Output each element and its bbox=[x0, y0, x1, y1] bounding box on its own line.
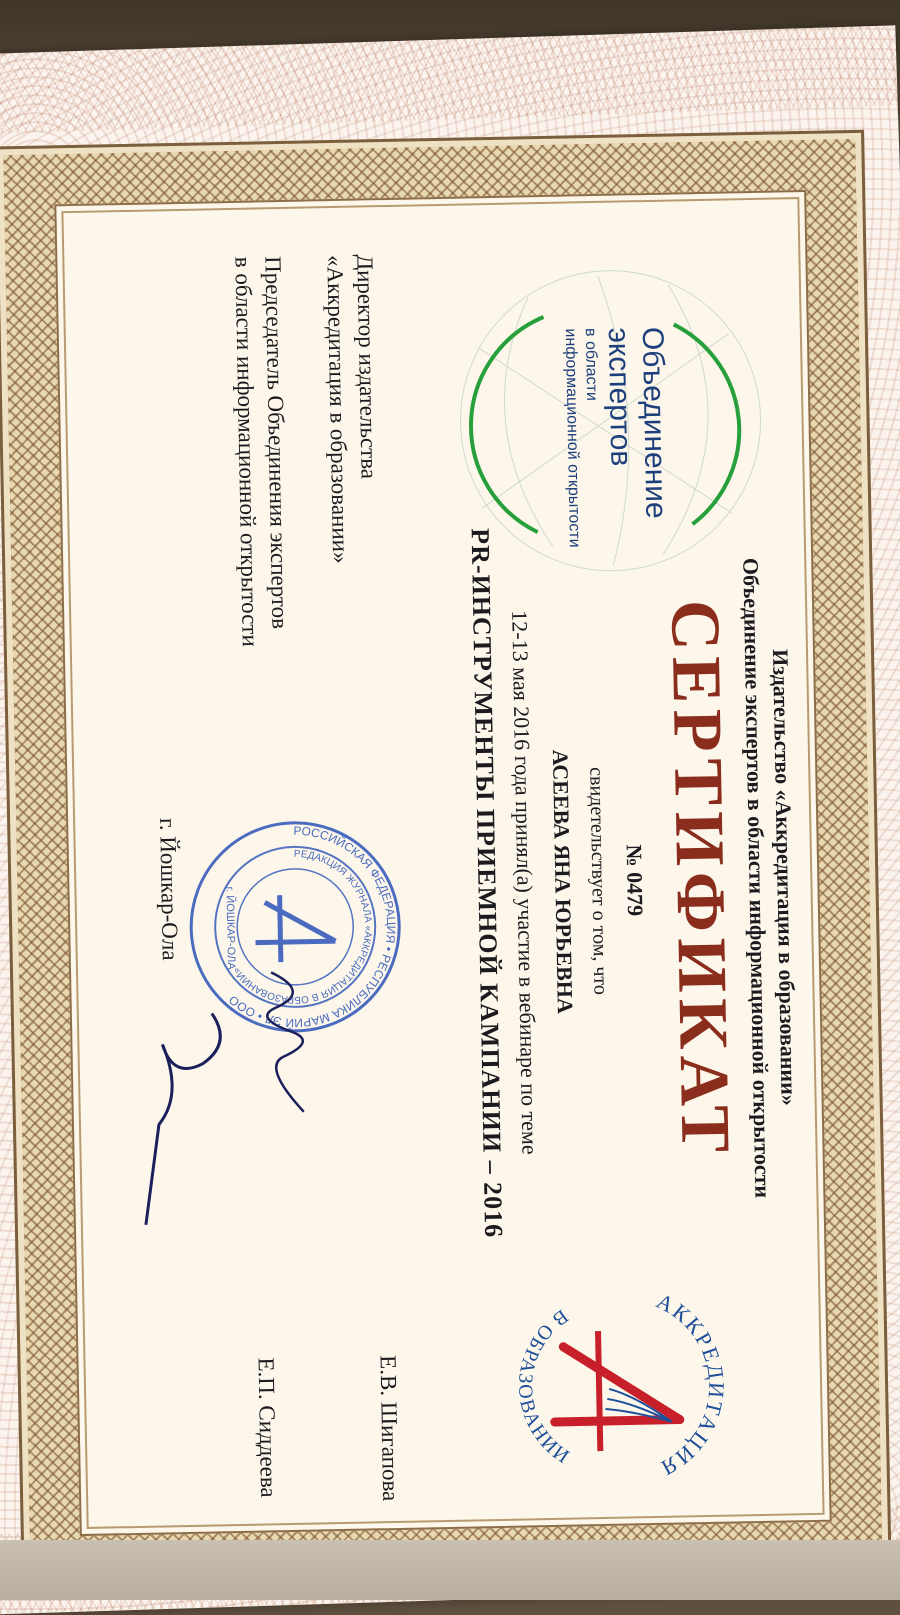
stamp-outer-text: РОССИЙСКАЯ ФЕДЕРАЦИЯ • РЕСПУБЛИКА МАРИЙ ЭЛ • ООО bbox=[226, 823, 399, 1030]
chair-role-line-2: в области информационной открытости bbox=[230, 256, 263, 647]
publisher-line-1: Издательство «Аккредитация в образовании» bbox=[767, 648, 802, 1107]
chair-signature bbox=[132, 1003, 246, 1235]
svg-text:АККРЕДИТАЦИЯ bbox=[652, 1287, 731, 1482]
certificate-title: СЕРТИФИКАТ bbox=[656, 599, 744, 1159]
director-role-line-2: «Аккредитация в образовании» bbox=[322, 254, 354, 564]
participation-text: 12-13 мая 2016 года принял(а) участие в вебинаре по теме bbox=[507, 610, 543, 1155]
attests-text: свидетельствует о том, что bbox=[585, 766, 612, 996]
background-table bbox=[0, 1540, 900, 1600]
accreditation-arc-top: АККРЕДИТАЦИЯ bbox=[652, 1288, 730, 1482]
director-role-line-1: Директор издательства bbox=[352, 254, 382, 480]
director-signature bbox=[241, 961, 334, 1123]
certificate-field bbox=[54, 190, 831, 1536]
chair-signatory bbox=[227, 256, 294, 647]
experts-logo-line-2: экспертов bbox=[601, 327, 638, 467]
director-name: Е.В. Шигапова bbox=[375, 1354, 404, 1502]
chair-name: Е.П. Сиддеева bbox=[253, 1357, 282, 1498]
certificate-content bbox=[97, 232, 812, 1535]
accreditation-arc-bottom: В ОБРАЗОВАНИИ bbox=[513, 1304, 575, 1469]
certificate-city: г. Йошкар-Ола bbox=[155, 817, 183, 961]
accreditation-logo bbox=[507, 1268, 741, 1502]
experts-logo-line-3: в области bbox=[581, 327, 601, 402]
certificate-frame bbox=[0, 130, 892, 1596]
svg-text:В ОБРАЗОВАНИИ bbox=[512, 1305, 575, 1470]
stamp-city: г. ЙОШКАР-ОЛА bbox=[223, 886, 238, 970]
recipient-name: АСЕЕВА ЯНА ЮРЬЕВНА bbox=[547, 749, 578, 1015]
publisher-line-2: Объединение экспертов в области информационной открытости bbox=[738, 557, 776, 1199]
stamp-inner-text: РЕДАКЦИЯ ЖУРНАЛА «АККРЕДИТАЦИЯ В ОБРАЗОВАНИИ» bbox=[231, 848, 374, 1005]
chair-role-line-1: Председатель Объединения экспертов bbox=[260, 255, 293, 630]
accreditation-logo-mark bbox=[507, 1268, 741, 1502]
experts-logo-line-1: Объединение bbox=[635, 326, 673, 519]
experts-logo-line-4: информационной открытости bbox=[561, 328, 583, 548]
webinar-topic: PR-ИНСТРУМЕНТЫ ПРИЕМНОЙ КАМПАНИИ – 2016 bbox=[465, 527, 509, 1239]
certificate-number: № 0479 bbox=[621, 844, 649, 917]
director-signatory bbox=[319, 254, 385, 564]
